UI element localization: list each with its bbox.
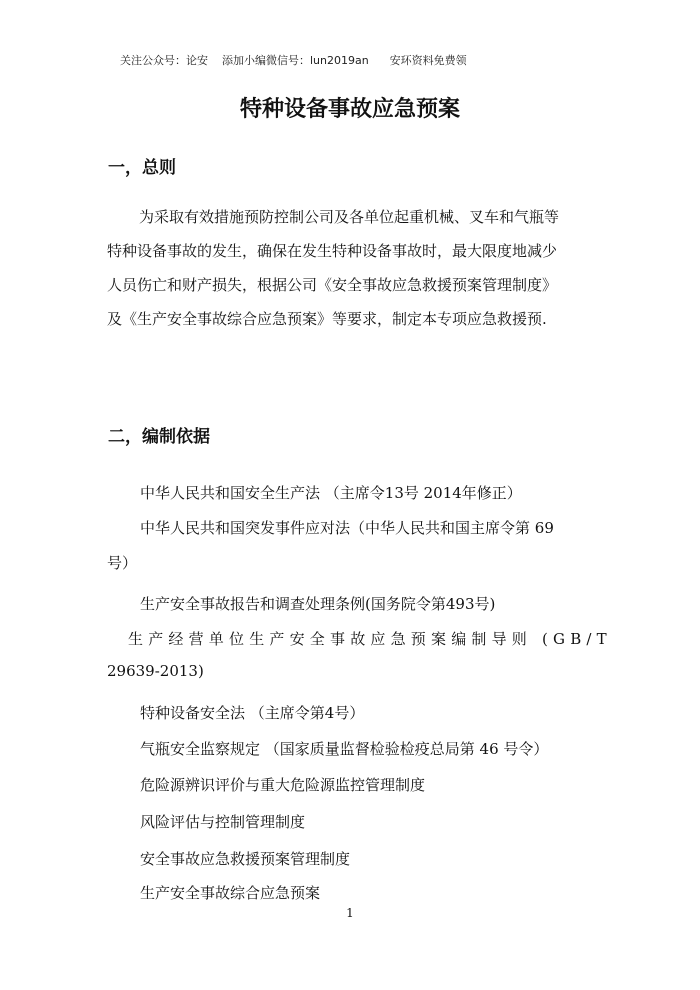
reference-item: 中华人民共和国突发事件应对法（中华人民共和国主席令第 69 <box>140 519 554 537</box>
reference-item: 生产经营单位生产安全事故应急预案编制导则 (GB/T <box>128 630 612 648</box>
paragraph-line: 特种设备事故的发生，确保在发生特种设备事故时，最大限度地减少 <box>107 242 558 260</box>
reference-item: 风险评估与控制管理制度 <box>140 813 306 831</box>
paragraph-line: 为采取有效措施预防控制公司及各单位起重机械、叉车和气瓶等 <box>139 208 560 226</box>
reference-item: 安全事故应急救援预案管理制度 <box>140 850 351 868</box>
page-number: 1 <box>346 906 354 920</box>
reference-item-continuation: 号） <box>107 554 138 572</box>
reference-item: 中华人民共和国安全生产法 （主席令13号 2014年修正） <box>140 484 522 502</box>
reference-item: 生产安全事故报告和调查处理条例(国务院令第493号) <box>140 595 496 613</box>
reference-item: 危险源辨识评价与重大危险源监控管理制度 <box>140 776 426 794</box>
paragraph-line: 人员伤亡和财产损失，根据公司《安全事故应急救援预案管理制度》 <box>107 276 558 294</box>
paragraph-line: 及《生产安全事故综合应急预案》等要求，制定本专项应急救援预. <box>107 310 547 328</box>
reference-item: 特种设备安全法 （主席令第4号） <box>140 704 365 722</box>
reference-item: 气瓶安全监察规定 （国家质量监督检验检疫总局第 46 号令） <box>140 740 549 758</box>
reference-item: 生产安全事故综合应急预案 <box>140 884 321 902</box>
section-paragraph-general <box>107 200 597 336</box>
section-heading-basis: 二，编制依据 <box>108 427 210 447</box>
reference-item-continuation: 29639-2013) <box>107 662 204 680</box>
document-title: 特种设备事故应急预案 <box>239 97 460 122</box>
section-heading-general: 一，总则 <box>108 158 176 178</box>
header-note: 关注公众号：论安 添加小编微信号：lun2019an 安环资料免费领 <box>120 54 467 67</box>
